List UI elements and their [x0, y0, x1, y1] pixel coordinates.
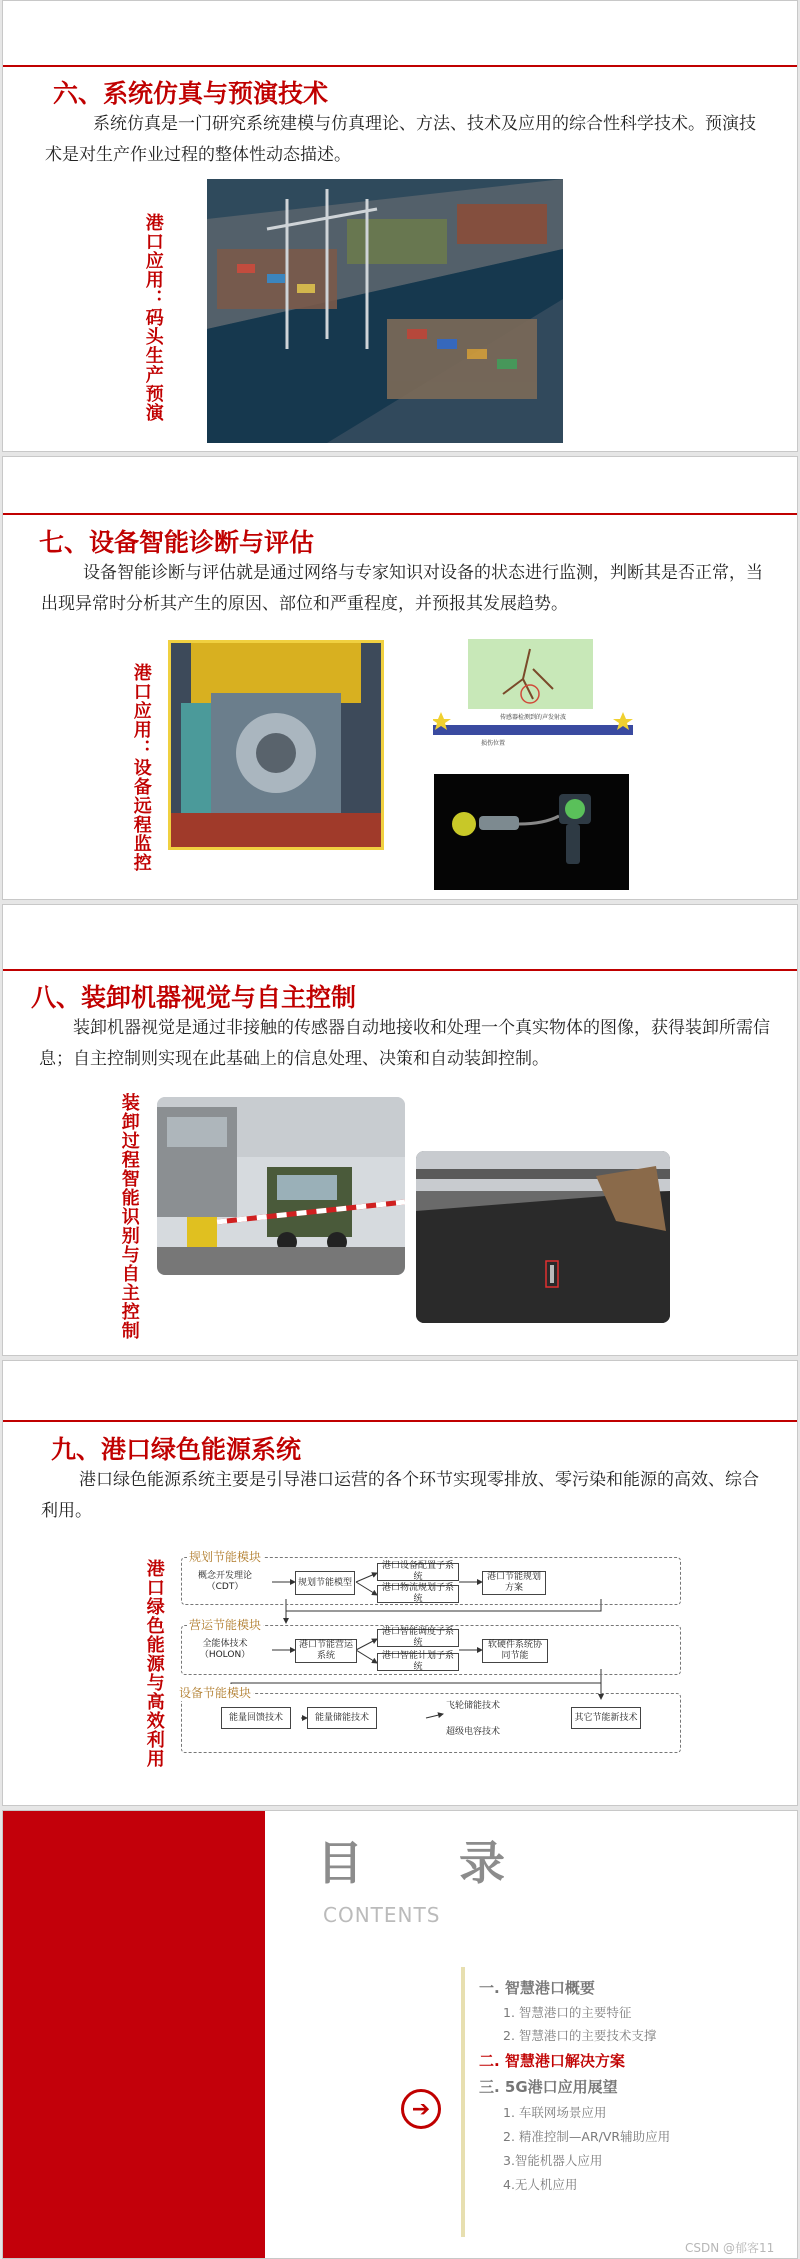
toc-item[interactable]: 1. 智慧港口的主要特征 [503, 2005, 632, 2020]
toc-divider [461, 1967, 465, 2237]
watermark: CSDN @郁客11 [685, 2241, 775, 2255]
green-energy-diagram [181, 1551, 693, 1791]
port-simulation-image [207, 179, 563, 443]
slide-machine-vision [2, 904, 798, 1356]
vertical-label: 装卸过程智能识别与自主控制 [118, 1093, 140, 1340]
toc-title: 目 录 [317, 1836, 546, 1890]
vertical-label: 港口绿色能源与高效利用 [143, 1559, 165, 1768]
toc-section-1[interactable]: 一. 智慧港口概要 [479, 1979, 595, 1997]
supercap-node: 超级电容技术 [445, 1727, 500, 1737]
hw-sw-node: 软硬件系统协同节能 [482, 1639, 548, 1663]
equipment-monitor-image [168, 640, 384, 850]
regen-node: 能量回馈技术 [221, 1707, 291, 1729]
slide-text: 装卸机器视觉是通过非接触的传感器自动地接收和处理一个真实物体的图像，获得装卸所需信息；自主控制则实现在此基础上的信息处理、决策和自动装卸控制。 [39, 1018, 770, 1069]
group-label: 设备节能模块 [179, 1686, 252, 1700]
slide-contents [2, 1810, 798, 2259]
plan-model-node: 规划节能模型 [295, 1571, 355, 1595]
plan-scheme-node: 港口节能规划方案 [482, 1571, 546, 1595]
slide-simulation [2, 0, 798, 452]
other-tech-node: 其它节能新技术 [571, 1707, 641, 1729]
slide-title: 九、港口绿色能源系统 [51, 1435, 302, 1464]
group-label: 营运节能模块 [189, 1618, 262, 1632]
holon-node: 全能体技术（HOLON） [199, 1639, 251, 1660]
vertical-label: 港口应用：码头生产预演 [142, 213, 164, 422]
dispatch-subsystem-node: 港口智能调度子系统 [377, 1629, 459, 1647]
arrow-right-circle-icon[interactable]: ➔ [401, 2089, 441, 2129]
cdt-node: 概念开发理论（CDT） [197, 1571, 252, 1592]
flywheel-node: 飞轮储能技术 [445, 1701, 500, 1711]
slide-text: 设备智能诊断与评估就是通过网络与专家知识对设备的状态进行监测，判断其是否正常，当出现异常时分析其产生的原因、部位和严重程度，并预报其发展趋势。 [41, 563, 763, 614]
schedule-subsystem-node: 港口智能计划子系统 [377, 1653, 459, 1671]
logistics-subsystem-node: 港口物流规划子系统 [377, 1585, 459, 1603]
title-divider [3, 513, 797, 515]
toc-section-3[interactable]: 三. 5G港口应用展望 [479, 2078, 618, 2096]
toc-subtitle: CONTENTS [323, 1903, 441, 1927]
slide-text: 系统仿真是一门研究系统建模与仿真理论、方法、技术及应用的综合性科学技术。预演技术是对生产作业过程的整体性动态描述。 [45, 114, 756, 165]
toc-section-2[interactable]: 二. 智慧港口解决方案 [479, 2052, 625, 2070]
slide-title: 六、系统仿真与预演技术 [53, 79, 329, 108]
red-sidebar [3, 1811, 265, 2258]
coal-yard-image [416, 1151, 670, 1323]
slide-title: 八、装卸机器视觉与自主控制 [31, 983, 357, 1012]
vertical-label: 港口应用：设备远程监控 [130, 663, 152, 872]
slide-diagnosis [2, 456, 798, 900]
slide-green-energy [2, 1360, 798, 1806]
toc-item[interactable]: 1. 车联网场景应用 [503, 2105, 607, 2120]
slide-text: 港口绿色能源系统主要是引导港口运营的各个环节实现零排放、零污染和能源的高效、综合利用。 [41, 1470, 759, 1521]
diagram-caption: 传感器检测到的声发射波 [499, 714, 567, 721]
diagram-caption: 损伤位置 [480, 740, 506, 747]
title-divider [3, 969, 797, 971]
truck-gate-image [157, 1097, 405, 1275]
toc-item[interactable]: 3.智能机器人应用 [503, 2153, 603, 2168]
toc-item[interactable]: 4.无人机应用 [503, 2177, 578, 2192]
title-divider [3, 1420, 797, 1422]
toc-item[interactable]: 2. 智慧港口的主要技术支撑 [503, 2028, 657, 2043]
slide-title: 七、设备智能诊断与评估 [39, 528, 315, 557]
toc-item[interactable]: 2. 精准控制—AR/VR辅助应用 [503, 2129, 671, 2144]
storage-node: 能量储能技术 [307, 1707, 377, 1729]
ops-system-node: 港口节能营运系统 [295, 1639, 357, 1663]
inspection-device-image [434, 774, 629, 890]
config-subsystem-node: 港口设备配置子系统 [377, 1563, 459, 1581]
group-label: 规划节能模块 [189, 1550, 262, 1564]
damage-detection-diagram [433, 639, 633, 749]
title-divider [3, 65, 797, 67]
